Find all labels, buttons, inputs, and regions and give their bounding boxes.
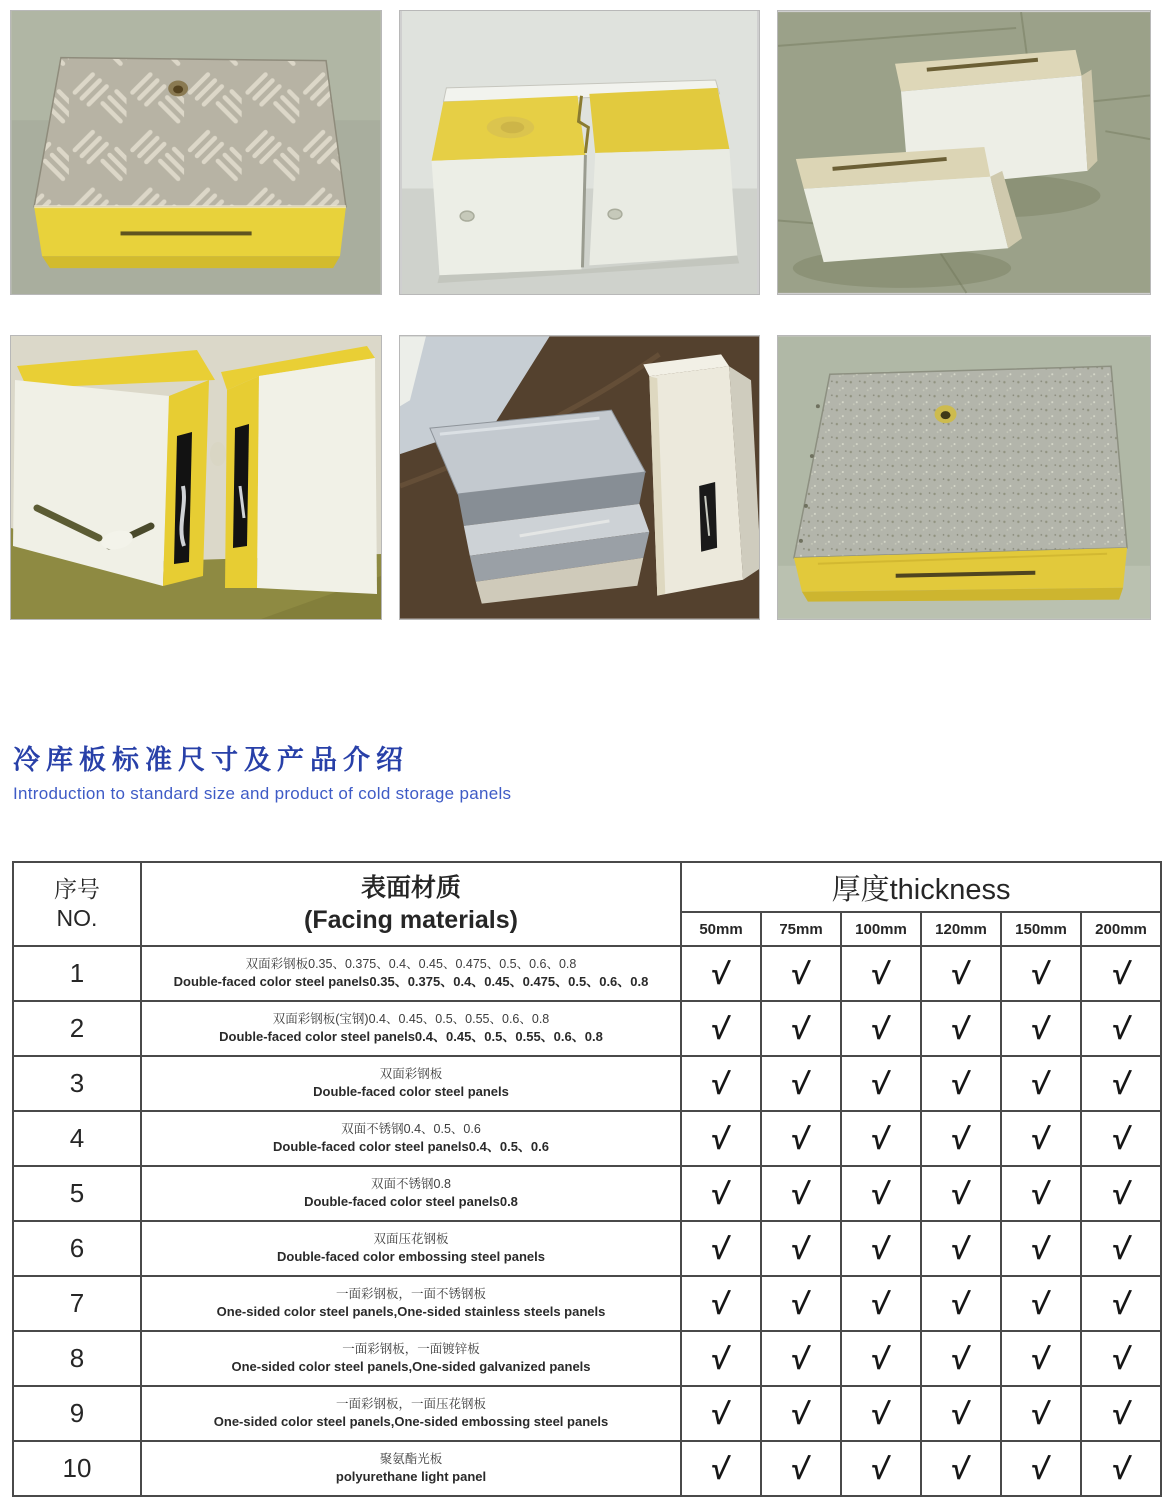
camlock-joint-image <box>11 336 381 619</box>
product-photo-grid <box>0 0 1172 620</box>
check-mark-icon: √ <box>710 1175 732 1212</box>
check-mark-icon: √ <box>1110 1175 1132 1212</box>
thickness-check-cell <box>841 946 921 1001</box>
col-header-no-en: NO. <box>56 905 98 931</box>
check-mark-icon: √ <box>950 1285 972 1322</box>
facing-material-en: Double-faced color embossing steel panels <box>276 1249 545 1265</box>
facing-material-cell <box>141 1166 681 1221</box>
section-heading <box>13 738 1172 804</box>
col-header-no <box>13 862 141 946</box>
check-mark-icon: √ <box>790 1065 812 1102</box>
thickness-check-cell <box>1081 1056 1161 1111</box>
thickness-check-cell <box>681 1441 761 1496</box>
thickness-check-cell <box>841 1386 921 1441</box>
check-mark-icon: √ <box>790 1340 812 1377</box>
thickness-check-cell <box>1081 1001 1161 1056</box>
thickness-check-cell <box>681 1166 761 1221</box>
thickness-check-cell <box>761 1056 841 1111</box>
row-number: 2 <box>13 1001 141 1056</box>
check-mark-icon: √ <box>710 1395 732 1432</box>
page-title-en: Introduction to standard size and product of cold storage panels <box>13 784 512 803</box>
thickness-check-cell <box>841 1221 921 1276</box>
panels-on-floor-image <box>778 11 1150 294</box>
row-number: 5 <box>13 1166 141 1221</box>
page-title-zh: 冷库板标准尺寸及产品介绍 <box>13 745 409 775</box>
check-mark-icon: √ <box>1030 1065 1052 1102</box>
facing-material-en: Double-faced color steel panels0.4、0.45、0.5、0.55、0.6、0.8 <box>219 1029 603 1045</box>
check-mark-icon: √ <box>870 1340 892 1377</box>
check-mark-icon: √ <box>1030 1175 1052 1212</box>
spec-table-body <box>13 946 1161 1496</box>
check-mark-icon: √ <box>790 1450 812 1487</box>
thickness-check-cell <box>1081 1276 1161 1331</box>
thickness-check-cell <box>761 946 841 1001</box>
check-mark-icon: √ <box>1110 1395 1132 1432</box>
col-header-no-zh: 序号 <box>54 876 100 903</box>
facing-material-cell <box>141 1001 681 1056</box>
facing-material-zh: 双面不锈钢0.8 <box>371 1177 451 1192</box>
check-mark-icon: √ <box>950 1450 972 1487</box>
thickness-check-cell <box>921 1441 1001 1496</box>
thickness-check-cell <box>1081 1386 1161 1441</box>
facing-material-zh: 一面彩钢板，一面压花钢板 <box>335 1397 486 1412</box>
thickness-check-cell <box>1081 1441 1161 1496</box>
check-mark-icon: √ <box>1030 955 1052 992</box>
check-mark-icon: √ <box>950 1175 972 1212</box>
check-mark-icon: √ <box>710 1450 732 1487</box>
thickness-check-cell <box>761 1276 841 1331</box>
thickness-check-cell <box>1081 1331 1161 1386</box>
thickness-check-cell <box>841 1056 921 1111</box>
check-mark-icon: √ <box>870 1285 892 1322</box>
thickness-check-cell <box>1001 1221 1081 1276</box>
col-header-facing-en: (Facing materials) <box>304 906 518 934</box>
thickness-check-cell <box>761 1221 841 1276</box>
facing-material-zh: 一面彩钢板，一面不锈钢板 <box>335 1287 486 1302</box>
check-mark-icon: √ <box>950 1120 972 1157</box>
check-mark-icon: √ <box>710 1065 732 1102</box>
check-mark-icon: √ <box>870 1010 892 1047</box>
table-row <box>13 1276 1161 1331</box>
thickness-check-cell <box>681 1386 761 1441</box>
check-mark-icon: √ <box>710 1010 732 1047</box>
table-row <box>13 1001 1161 1056</box>
facing-material-cell <box>141 1111 681 1166</box>
thickness-check-cell <box>1001 1166 1081 1221</box>
facing-material-cell <box>141 1331 681 1386</box>
check-mark-icon: √ <box>710 955 732 992</box>
col-header-thickness-mm: 75mm <box>761 912 841 946</box>
check-mark-icon: √ <box>950 1340 972 1377</box>
col-header-facing-zh: 表面材质 <box>360 873 461 902</box>
check-mark-icon: √ <box>710 1120 732 1157</box>
check-mark-icon: √ <box>870 1065 892 1102</box>
thickness-check-cell <box>681 1056 761 1111</box>
thickness-check-cell <box>921 1166 1001 1221</box>
thickness-check-cell <box>921 1386 1001 1441</box>
check-mark-icon: √ <box>1110 1010 1132 1047</box>
col-header-thickness-mm: 150mm <box>1001 912 1081 946</box>
joined-panels-image <box>400 11 759 294</box>
thickness-check-cell <box>1081 1111 1161 1166</box>
check-mark-icon: √ <box>950 1395 972 1432</box>
col-header-thickness-mm: 200mm <box>1081 912 1161 946</box>
thickness-check-cell <box>1001 1331 1081 1386</box>
facing-material-cell <box>141 1221 681 1276</box>
row-number: 1 <box>13 946 141 1001</box>
check-mark-icon: √ <box>950 955 972 992</box>
thickness-check-cell <box>1081 946 1161 1001</box>
thickness-check-cell <box>761 1441 841 1496</box>
check-mark-icon: √ <box>790 1010 812 1047</box>
thickness-check-cell <box>1001 1111 1081 1166</box>
check-mark-icon: √ <box>710 1230 732 1267</box>
table-row <box>13 1441 1161 1496</box>
table-row <box>13 1331 1161 1386</box>
check-mark-icon: √ <box>950 1010 972 1047</box>
facing-material-en: One-sided color steel panels,One-sided stainless steels panels <box>216 1304 606 1320</box>
check-mark-icon: √ <box>1110 955 1132 992</box>
facing-material-zh: 双面彩钢板(宝钢)0.4、0.45、0.5、0.55、0.6、0.8 <box>272 1012 550 1027</box>
facing-material-en: Double-faced color steel panels0.35、0.375、0.4、0.45、0.475、0.5、0.6、0.8 <box>173 974 649 990</box>
thickness-check-cell <box>1001 946 1081 1001</box>
check-mark-icon: √ <box>1110 1120 1132 1157</box>
col-header-thickness-mm: 50mm <box>681 912 761 946</box>
table-row <box>13 1111 1161 1166</box>
thickness-check-cell <box>761 1111 841 1166</box>
facing-material-en: Double-faced color steel panels0.8 <box>304 1194 518 1210</box>
col-header-thickness-mm: 100mm <box>841 912 921 946</box>
col-header-thickness: 厚度thickness <box>681 862 1161 912</box>
row-number: 4 <box>13 1111 141 1166</box>
product-photo-camlock-joint <box>10 335 382 620</box>
product-photo-joined-panels <box>399 10 760 295</box>
check-mark-icon: √ <box>1110 1230 1132 1267</box>
panel-spec-table <box>12 861 1162 1497</box>
table-row <box>13 1386 1161 1441</box>
facing-material-zh: 双面不锈钢0.4、0.5、0.6 <box>341 1122 481 1137</box>
check-mark-icon: √ <box>1030 1395 1052 1432</box>
row-number: 6 <box>13 1221 141 1276</box>
facing-material-zh: 一面彩钢板，一面镀锌板 <box>342 1342 480 1357</box>
thickness-check-cell <box>681 1331 761 1386</box>
facing-material-en: Double-faced color steel panels0.4、0.5、0.6 <box>273 1139 549 1155</box>
facing-material-cell <box>141 946 681 1001</box>
facing-material-en: One-sided color steel panels,One-sided galvanized panels <box>231 1359 591 1375</box>
check-mark-icon: √ <box>790 1120 812 1157</box>
thickness-check-cell <box>1081 1166 1161 1221</box>
thickness-check-cell <box>841 1276 921 1331</box>
thickness-check-cell <box>921 946 1001 1001</box>
col-header-thickness-mm: 120mm <box>921 912 1001 946</box>
checker-plate-panel-image <box>11 11 381 294</box>
check-mark-icon: √ <box>870 955 892 992</box>
thickness-check-cell <box>761 1386 841 1441</box>
check-mark-icon: √ <box>1030 1120 1052 1157</box>
thickness-check-cell <box>681 1221 761 1276</box>
check-mark-icon: √ <box>790 1285 812 1322</box>
check-mark-icon: √ <box>870 1175 892 1212</box>
check-mark-icon: √ <box>790 1175 812 1212</box>
check-mark-icon: √ <box>1110 1285 1132 1322</box>
check-mark-icon: √ <box>790 1230 812 1267</box>
product-photo-foam-panel-top <box>777 335 1151 620</box>
check-mark-icon: √ <box>870 1230 892 1267</box>
thickness-check-cell <box>761 1001 841 1056</box>
facing-material-en: polyurethane light panel <box>335 1469 487 1485</box>
row-number: 10 <box>13 1441 141 1496</box>
check-mark-icon: √ <box>950 1065 972 1102</box>
table-row <box>13 946 1161 1001</box>
table-row <box>13 1221 1161 1276</box>
row-number: 3 <box>13 1056 141 1111</box>
row-number: 8 <box>13 1331 141 1386</box>
col-header-facing <box>141 862 681 946</box>
thickness-check-cell <box>681 1111 761 1166</box>
facing-material-en: Double-faced color steel panels <box>313 1084 509 1100</box>
row-number: 9 <box>13 1386 141 1441</box>
facing-material-cell <box>141 1056 681 1111</box>
thickness-check-cell <box>921 1331 1001 1386</box>
check-mark-icon: √ <box>1030 1450 1052 1487</box>
thickness-check-cell <box>921 1111 1001 1166</box>
tongue-groove-image <box>400 336 759 619</box>
thickness-check-cell <box>921 1276 1001 1331</box>
product-photo-checker-plate <box>10 10 382 295</box>
thickness-check-cell <box>1001 1441 1081 1496</box>
thickness-check-cell <box>841 1331 921 1386</box>
thickness-check-cell <box>761 1166 841 1221</box>
product-photo-tongue-groove <box>399 335 760 620</box>
thickness-check-cell <box>921 1001 1001 1056</box>
thickness-check-cell <box>1001 1386 1081 1441</box>
thickness-check-cell <box>921 1221 1001 1276</box>
check-mark-icon: √ <box>1030 1010 1052 1047</box>
check-mark-icon: √ <box>1110 1450 1132 1487</box>
check-mark-icon: √ <box>1030 1285 1052 1322</box>
facing-material-en: One-sided color steel panels,One-sided embossing steel panels <box>213 1414 609 1430</box>
check-mark-icon: √ <box>1110 1065 1132 1102</box>
facing-material-zh: 双面彩钢板0.35、0.375、0.4、0.45、0.475、0.5、0.6、0.8 <box>245 957 577 972</box>
thickness-check-cell <box>761 1331 841 1386</box>
table-row <box>13 1056 1161 1111</box>
check-mark-icon: √ <box>870 1120 892 1157</box>
facing-material-zh: 双面压花钢板 <box>373 1232 449 1247</box>
table-row <box>13 1166 1161 1221</box>
thickness-check-cell <box>681 946 761 1001</box>
facing-material-cell <box>141 1441 681 1496</box>
thickness-check-cell <box>681 1001 761 1056</box>
facing-material-cell <box>141 1386 681 1441</box>
thickness-check-cell <box>841 1001 921 1056</box>
facing-material-zh: 聚氨酯光板 <box>379 1452 443 1467</box>
thickness-check-cell <box>841 1111 921 1166</box>
check-mark-icon: √ <box>950 1230 972 1267</box>
check-mark-icon: √ <box>710 1340 732 1377</box>
product-photo-panels-on-floor <box>777 10 1151 295</box>
check-mark-icon: √ <box>870 1450 892 1487</box>
thickness-check-cell <box>681 1276 761 1331</box>
check-mark-icon: √ <box>710 1285 732 1322</box>
facing-material-cell <box>141 1276 681 1331</box>
thickness-check-cell <box>1001 1001 1081 1056</box>
thickness-check-cell <box>1001 1056 1081 1111</box>
thickness-check-cell <box>921 1056 1001 1111</box>
foam-panel-top-image <box>778 336 1150 619</box>
thickness-check-cell <box>841 1441 921 1496</box>
thickness-check-cell <box>1081 1221 1161 1276</box>
check-mark-icon: √ <box>1110 1340 1132 1377</box>
check-mark-icon: √ <box>1030 1340 1052 1377</box>
check-mark-icon: √ <box>1030 1230 1052 1267</box>
facing-material-zh: 双面彩钢板 <box>379 1067 443 1082</box>
thickness-check-cell <box>841 1166 921 1221</box>
check-mark-icon: √ <box>790 955 812 992</box>
thickness-check-cell <box>1001 1276 1081 1331</box>
check-mark-icon: √ <box>790 1395 812 1432</box>
row-number: 7 <box>13 1276 141 1331</box>
check-mark-icon: √ <box>870 1395 892 1432</box>
